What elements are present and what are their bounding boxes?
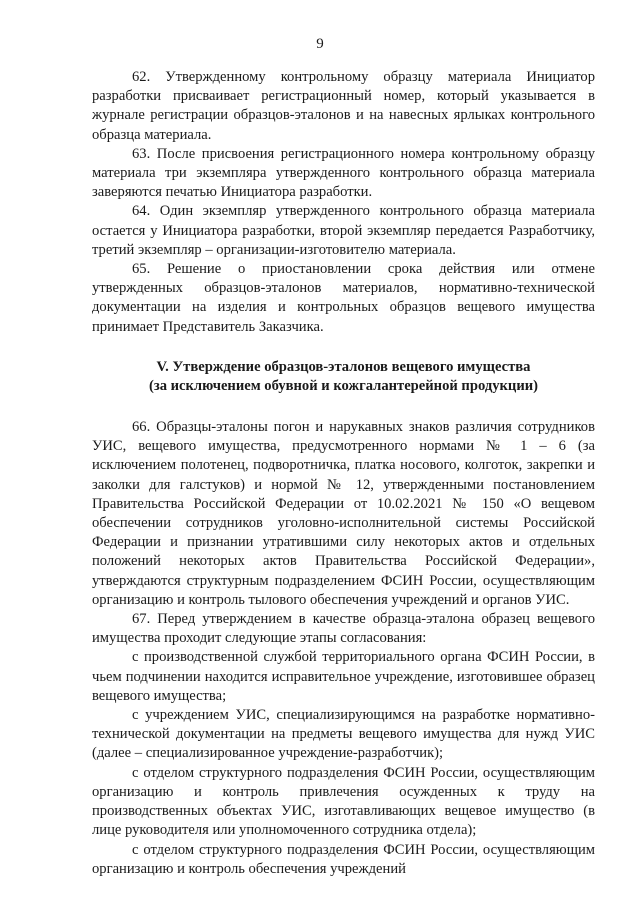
paragraph-64: 64. Один экземпляр утвержденного контрольного образца материала остается у Инициатора разработки, второй экземпляр передается Разработчику, третий экземпляр – организации-изготовителю материала. — [92, 203, 595, 258]
section-title-line1: V. Утверждение образцов-эталонов вещевого имущества — [156, 358, 531, 375]
list-item-supply-department: с отделом структурного подразделения ФСИН России, осуществляющим организацию и контроль обеспечения учреждений — [92, 841, 595, 877]
section-title-line2: (за исключением обувной и кожгалантерейной продукции) — [148, 378, 539, 395]
page-number: 9 — [316, 36, 324, 52]
paragraph-63: 63. После присвоения регистрационного номера контрольному образцу материала три экземпляра утвержденного контрольного образца материала заверяются печатью Инициатора разработки. — [92, 145, 595, 201]
paragraph-67: 67. Перед утверждением в качестве образца-эталона образец вещевого имущества проходит следующие этапы согласования: — [92, 611, 595, 647]
document-body — [92, 68, 595, 879]
paragraph-66: 66. Образцы-эталоны погон и нарукавных знаков различия сотрудников УИС, вещевого имущества, предусмотренного нормами № 1 – 6 (за исключением полотенец, подворотничка, платка носового, колготок, закрепки и заколки для галстуков) и нормой № 12, утвержденными постановлением Правительства Российской Федерации от 10.02.2021 № 150 «О вещевом обеспечении сотрудников уголовно-исполнительной системы Российской Федерации и признании утратившими силу некоторых актов и отдельных положений некоторых актов Правительства Российской Федерации», утверждаются структурным подразделением ФСИН России, осуществляющим организацию и контроль тылового обеспечения учреждений и органов УИС. — [92, 419, 595, 608]
section-heading — [92, 358, 595, 397]
paragraph-65: 65. Решение о приостановлении срока действия или отмене утвержденных образцов-эталонов материалов, нормативно-технической документации на изделия и контрольных образцов вещевого имущества принимает Представитель Заказчика. — [92, 261, 595, 335]
list-item-labor-department: с отделом структурного подразделения ФСИН России, осуществляющим организацию и контроль привлечения осужденных к труду на производственных объектах УИС, изготавливающих вещевое имущество (в лице руководителя или уполномоченного сотрудника отдела); — [92, 764, 595, 839]
paragraph-62: 62. Утвержденному контрольному образцу материала Инициатор разработки присваивает регистрационный номер, который указывается в журнале регистрации образцов-эталонов и на навесных ярлыках контрольного образца материала. — [92, 69, 595, 143]
list-item-production-service: с производственной службой территориального органа ФСИН России, в чьем подчинении находится исправительное учреждение, изготовившее образец вещевого имущества; — [92, 649, 595, 704]
list-item-specialized-institution: с учреждением УИС, специализирующимся на разработке нормативно-технической документации на предметы вещевого имущества для нужд УИС (далее – специализированное учреждение-разработчик); — [92, 707, 595, 762]
